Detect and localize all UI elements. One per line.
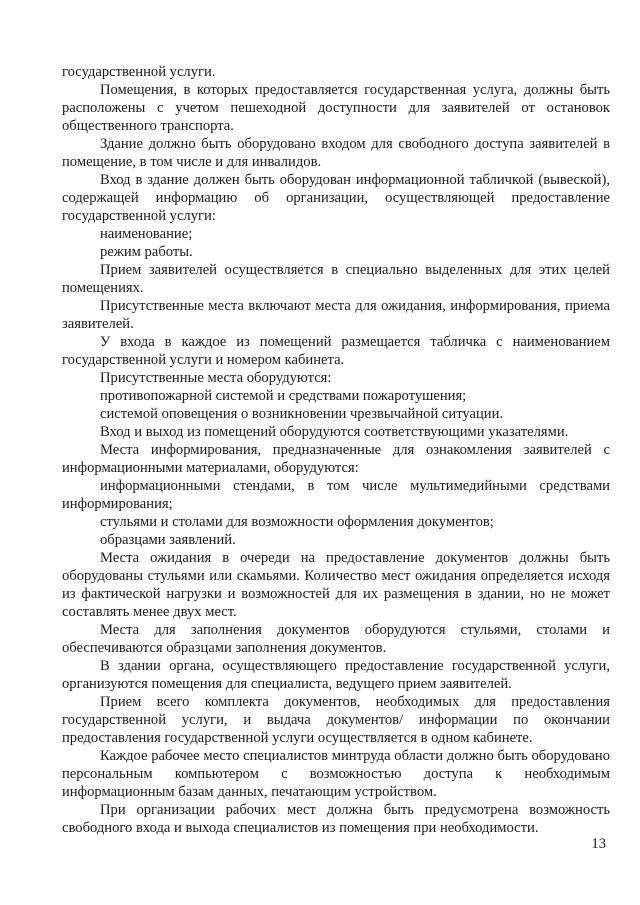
paragraph: Вход в здание должен быть оборудован информационной табличкой (вывеской), содержащей информацию об организации, осуществляющей предоставление государственной услуги: — [62, 172, 610, 224]
list-item: наименование; — [100, 226, 193, 242]
paragraph: Помещения, в которых предоставляется государственная услуга, должны быть расположены с учетом пешеходной доступности для заявителей от остановок общественного транспорта. — [62, 82, 610, 134]
paragraph: У входа в каждое из помещений размещается табличка с наименованием государственной услуги и номером кабинета. — [62, 334, 610, 368]
paragraph: В здании органа, осуществляющего предоставление государственной услуги, организуются помещения для специалиста, ведущего прием заявителей. — [62, 658, 610, 692]
list-item: режим работы. — [100, 244, 193, 260]
page-number: 13 — [591, 836, 606, 852]
paragraph: Здание должно быть оборудовано входом для свободного доступа заявителей в помещение, в том числе и для инвалидов. — [62, 136, 610, 170]
list-item: стульями и столами для возможности оформления документов; — [100, 514, 494, 530]
paragraph: Вход и выход из помещений оборудуются соответствующими указателями. — [100, 424, 569, 440]
paragraph-continuation: государственной услуги. — [62, 64, 216, 80]
paragraph: Места информирования, предназначенные для ознакомления заявителей с информационными материалами, оборудуются: — [62, 442, 610, 476]
paragraph: Присутственные места включают места для ожидания, информирования, приема заявителей. — [62, 298, 610, 332]
list-item: образцами заявлений. — [100, 532, 236, 548]
list-item: информационными стендами, в том числе мультимедийными средствами информирования; — [62, 478, 610, 512]
list-item: противопожарной системой и средствами пожаротушения; — [100, 388, 467, 404]
paragraph: Места для заполнения документов оборудуются стульями, столами и обеспечиваются образцами заполнения документов. — [62, 622, 610, 656]
list-item: системой оповещения о возникновении чрезвычайной ситуации. — [100, 406, 504, 422]
paragraph: Присутственные места оборудуются: — [100, 370, 332, 386]
document-page — [62, 63, 610, 837]
paragraph: Прием всего комплекта документов, необходимых для предоставления государственной услуги, и выдача документов/ информации по окончании предоставления государственной услуги осуществляется в одном кабинете. — [62, 694, 610, 746]
paragraph: Прием заявителей осуществляется в специально выделенных для этих целей помещениях. — [62, 262, 610, 296]
paragraph: Места ожидания в очереди на предоставление документов должны быть оборудованы стульями или скамьями. Количество мест ожидания определяется исходя из фактической нагрузки и возможностей для их размещения в здании, но не может составлять менее двух мест. — [62, 550, 610, 620]
paragraph: При организации рабочих мест должна быть предусмотрена возможность свободного входа и выхода специалистов из помещения при необходимости. — [62, 802, 610, 836]
paragraph: Каждое рабочее место специалистов минтруда области должно быть оборудовано персональным компьютером с возможностью доступа к необходимым информационным базам данных, печатающим устройством. — [62, 748, 610, 800]
